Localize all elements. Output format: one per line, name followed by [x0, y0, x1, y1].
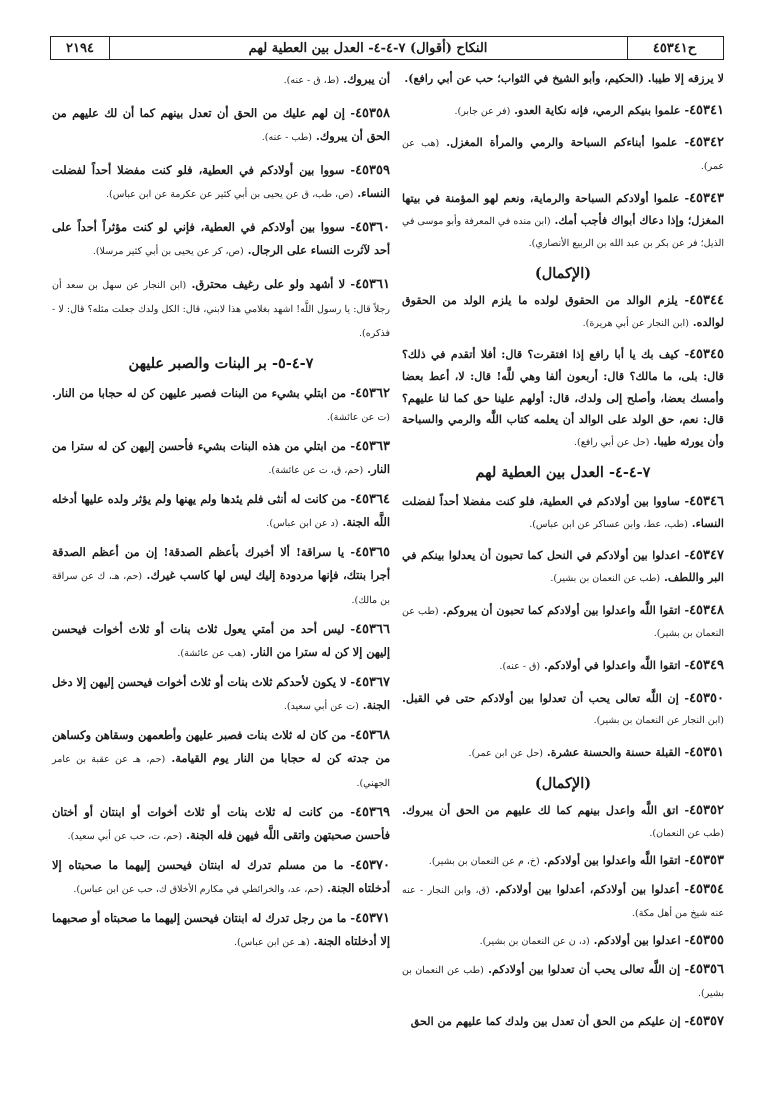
page-header [50, 36, 724, 60]
hadith-entry: ٤٥٣٥٧- إن عليكم من الحق أن تعدل بين ولدك كما عليهم من الحق [410, 1013, 724, 1029]
hadith-entry: ٤٥٣٥١- القبلة حسنة والحسنة عشرة. (حل عن ابن عمر). [468, 745, 724, 761]
hadith-entry: ٤٥٣٥٨- إن لهم عليك من الحق أن تعدل بينهم كما أن لك عليهم من الحق أن يبروك. (طب - عنه). [52, 106, 390, 143]
hadith-text: إن اللَّه تعالى يحب أن تعدلوا بين أولادكم حتى في القبل. [402, 691, 679, 705]
hadith-number: ٤٥٣٦٥ [355, 545, 390, 560]
hadith-number: ٤٥٣٦٧ [355, 675, 391, 690]
hadith-number: ٤٥٣٦١ [355, 277, 390, 292]
hadith-text: من كانت له أنثى فلم يئدها ولم يهنها ولم يؤثر ولده عليها أدخله اللَّه الجنة. [52, 492, 390, 529]
hadith-text: سووا بين أولادكم في العطية، فإني لو كنت مؤثراً أحداً على أحد لآثرت النساء على الرجال. [52, 220, 390, 257]
hadith-source: (طب عن النعمان). [649, 827, 724, 839]
hadith-text: إن لهم عليك من الحق أن تعدل بينهم كما أن لك عليهم من الحق أن يبروك. [52, 106, 390, 143]
hadith-entry: ٤٥٣٧١- ما من رجل تدرك له ابنتان فيحسن إليهما ما صحبتاه أو صحبهما إلا أدخلتاه الجنة. (هـ عن ابن عباس). [52, 911, 390, 948]
hadith-number: ٤٥٣٥٣ [689, 853, 724, 869]
hadith-number: ٤٥٣٥٢ [689, 802, 724, 818]
ikmal-heading: (الإكمال) [534, 264, 592, 282]
hadith-number: ٤٥٣٥٦ [689, 962, 724, 978]
hadith-range-code: ح٤٥٣٤١ [652, 40, 697, 56]
hadith-number: ٤٥٣٤٥ [689, 347, 724, 363]
hadith-source: (ق - عنه). [499, 661, 541, 673]
hadith-text: ما من مسلم تدرك له ابنتان فيحسن إليهما ما صحبتاه إلا أدخلتاه الجنة. [52, 858, 390, 895]
hadith-entry: ٤٥٣٥٠- إن اللَّه تعالى يحب أن تعدلوا بين أولادكم حتى في القبل. (ابن النجار عن النعمان بن بشير). [402, 690, 724, 727]
hadith-number: ٤٥٣٤٤ [689, 292, 724, 308]
hadith-entry: ٤٥٣٦٢- من ابتلي بشيء من البنات فصبر عليهن كن له حجابا من النار. (ت عن عائشة). [52, 386, 390, 423]
hadith-source: (د، ن عن النعمان بن بشير). [479, 936, 590, 948]
hadith-entry: ٤٥٣٥٩- سووا بين أولادكم في العطية، فلو كنت مفضلا أحداً لفضلت النساء. (ص، طب، ق عن يحيى بن أبي كثير عن عكرمة عن ابن عباس). [52, 163, 390, 200]
hadith-entry: ٤٥٣٦٨- من كان له ثلاث بنات فصبر عليهن وأطعمهن وسقاهن وكساهن من جدته كن له حجابا من النار يوم القيامة. (حم، هـ عن عقبة بن عامر الجهني). [52, 728, 391, 789]
hadith-entry: ٤٥٣٤٣- علموا أولادكم السباحة والرماية، ونعم لهو المؤمنة في بيتها المغزل؛ وإذا دعاك أبواك فأجب أمك. (ابن منده في المعرفة وأبو موسى في الذيل؛ فر عن بكر بن عبد الله بن الربيع الأنصاري). [402, 190, 724, 250]
hadith-number: ٤٥٣٤٨ [689, 602, 724, 618]
hadith-entry: ٤٥٣٥٢- اتق اللَّه واعدل بينهم كما لك عليهم من الحق أن يبروك. (طب عن النعمان). [402, 802, 724, 839]
hadith-number: ٤٥٣٤٧ [689, 548, 724, 564]
hadith-text: من ابتلي من هذه البنات بشيء فأحسن إليهن كن له سترا من النار. [52, 439, 390, 476]
section-heading: ٧-٤-٥- بر البنات والصبر عليهن [128, 355, 314, 372]
hadith-text: اعدلوا بين أولادكم في النحل كما تحبون أن يعدلوا بينكم في البر واللطف. [402, 549, 724, 584]
hadith-source: (حل عن أبي رافع). [574, 437, 650, 449]
hadith-number: ٤٥٣٦٠ [355, 220, 391, 235]
hadith-text: يلزم الوالد من الحقوق لولده ما يلزم الولد من الحقوق لوالده. [402, 293, 724, 329]
hadith-text: علموا أولادكم السباحة والرماية، ونعم لهو المؤمنة في بيتها المغزل؛ وإذا دعاك أبواك فأجب أمك. [402, 191, 724, 227]
hadith-text: ساووا بين أولادكم في العطية، فلو كنت مفضلا أحداً لفضلت النساء. [402, 494, 724, 530]
left-column [52, 68, 390, 960]
hadith-entry: ٤٥٣٦٧- لا يكون لأحدكم ثلاث بنات أو ثلاث أخوات فيحسن إليهن إلا دخل الجنة. (ت عن أبي سعيد). [52, 675, 391, 712]
hadith-source: (حم، هـ عن عقبة بن عامر الجهني). [52, 754, 390, 789]
hadith-entry: ٤٥٣٥٣- اتقوا اللَّه واعدلوا بين أولادكم. (خ، م عن النعمان بن بشير). [428, 853, 724, 869]
hadith-source: (ت عن أبي سعيد). [283, 701, 359, 712]
hadith-entry: ٤٥٣٦١- لا أشهد ولو على رغيف محترق. (ابن النجار عن سهل بن سعد أن رجلاً قال: يا رسول اللَّه! اشهد بغلامي هذا لابني، قال: الكل ولدك جعلت مثله؟ قال: لا - فذكره). [52, 277, 390, 339]
hadith-source: (هب عن عائشة). [177, 648, 246, 659]
hadith-source: (ابن منده في المعرفة وأبو موسى في الذيل؛ فر عن بكر بن عبد الله بن الربيع الأنصاري). [402, 215, 724, 250]
hadith-source: (ق، وابن النجار - عنه عنه شيخ من أهل مكة). [402, 884, 724, 919]
hadith-entry: ٤٥٣٤٦- ساووا بين أولادكم في العطية، فلو كنت مفضلا أحداً لفضلت النساء. (طب، عط، وابن عساكر عن ابن عباس). [402, 493, 725, 530]
hadith-text: اتقوا اللَّه واعدلوا في أولادكم. [544, 659, 681, 673]
hadith-entry: ٤٥٣٤٥- كيف بك يا أبا رافع إذا افتقرت؟ قال: أفلا أتقدم في ذلك؟ قال: بلى، ما مالك؟ قال: أربعون ألفا وهي للَّه! قال: لا، أعط بعضا وأمسك بعضا، وأصلح إلى ولدك، قال: أولهم علينا حق كما لنا عليهم؟ قال: نعم، حق الولد على الوالد أن يعلمه كتاب اللَّه والرمي والسباحة وأن يورثه طيبا. (حل عن أبي رافع). [402, 347, 724, 449]
hadith-source: (هـ عن ابن عباس). [233, 937, 310, 948]
hadith-number: ٤٥٣٦٢ [355, 386, 390, 401]
hadith-number: ٤٥٣٦٨ [355, 728, 391, 743]
hadith-text: لا يكون لأحدكم ثلاث بنات أو ثلاث أخوات فيحسن إليهن إلا دخل الجنة. [52, 675, 390, 712]
hadith-text: كيف بك يا أبا رافع إذا افتقرت؟ قال: أفلا أتقدم في ذلك؟ قال: بلى، ما مالك؟ قال: أربعون ألفا وهي للَّه! قال: لا، أعط بعضا وأمسك بعضا، وأصلح إلى ولدك، قال: أولهم علينا حق كما لنا عليهم؟ قال: نعم، حق الولد على الوالد أن يعلمه كتاب اللَّه والرمي والسباحة وأن يورثه طيبا. [402, 348, 724, 449]
hadith-source: (فر عن جابر). [454, 105, 511, 117]
hadith-source: (ط، ق - عنه). [283, 75, 340, 86]
hadith-entry: ٤٥٣٤٤- يلزم الوالد من الحقوق لولده ما يلزم الولد من الحقوق لوالده. (ابن النجار عن أبي هريرة). [402, 292, 724, 329]
hadith-text: إن اللَّه تعالى يحب أن تعدلوا بين أولادكم. [488, 963, 681, 977]
section-heading: ٧-٤-٤- العدل بين العطية لهم [475, 463, 651, 481]
hadith-text: يا سراقة! ألا أخبرك بأعظم الصدقة! إن من أعظم الصدقة أجرا بنتك، فإنها مردودة إليك ليس لها كاسب غيرك. [52, 545, 390, 582]
continued-text [52, 68, 390, 92]
hadith-number: ٤٥٣٦٩ [355, 805, 390, 820]
continued-text [402, 68, 724, 90]
hadith-text: اتقوا اللَّه واعدلوا بين أولادكم. [543, 854, 681, 868]
hadith-source: (طب عن النعمان بن بشير). [402, 965, 724, 999]
hadith-source: (حم، ق، ت عن عائشة). [268, 465, 364, 476]
hadith-entry: ٤٥٣٥٦- إن اللَّه تعالى يحب أن تعدلوا بين أولادكم. (طب عن النعمان بن بشير). [402, 962, 724, 999]
hadith-text: من كانت له ثلاث بنات أو ثلاث أخوات أو ابنتان أو أختان فأحسن صحبتهن واتقى اللَّه فيهن فله الجنة. [52, 805, 390, 842]
hadith-text: من كان له ثلاث بنات فصبر عليهن وأطعمهن وسقاهن وكساهن من جدته كن له حجابا من النار يوم القيامة. [52, 728, 390, 765]
hadith-number: ٤٥٣٤١ [689, 102, 724, 118]
hadith-number: ٤٥٣٤٣ [689, 190, 724, 206]
hadith-text: اتقوا اللَّه واعدلوا بين أولادكم كما تحبون أن يبروكم. [442, 603, 681, 617]
hadith-number: ٤٥٣٥٨ [355, 106, 390, 121]
hadith-number: ٤٥٣٤٩ [689, 658, 724, 674]
hadith-text: اعدلوا بين أولادكم. [593, 934, 681, 948]
continuation-line: أن يبروك. [343, 72, 390, 86]
hadith-text: سووا بين أولادكم في العطية، فلو كنت مفضلا أحداً لفضلت النساء. [52, 163, 390, 200]
hadith-entry: ٤٥٣٦٣- من ابتلي من هذه البنات بشيء فأحسن إليهن كن له سترا من النار. (حم، ق، ت عن عائشة). [52, 439, 390, 476]
hadith-text: ليس أحد من أمتي يعول ثلاث بنات أو ثلاث أخوات فيحسن إليهن إلا كن له سترا من النار. [52, 622, 390, 659]
continuation-line: لا يرزقه إلا طيبا. (الحكيم، وأبو الشيخ في الثواب؛ حب عن أبي رافع). [404, 72, 724, 85]
hadith-source: (د عن ابن عباس). [266, 518, 339, 529]
hadith-entry: ٤٥٣٥٥- اعدلوا بين أولادكم. (د، ن عن النعمان بن بشير). [479, 933, 724, 949]
hadith-number: ٤٥٣٥١ [689, 745, 724, 761]
hadith-text: من ابتلي بشيء من البنات فصبر عليهن كن له حجابا من النار. [52, 386, 346, 400]
hadith-text: إن عليكم من الحق أن تعدل بين ولدك كما عليهم من الحق [410, 1014, 681, 1028]
hadith-text: أعدلوا بين أولادكم، أعدلوا بين أولادكم. [494, 882, 680, 896]
hadith-text: اتق اللَّه واعدل بينهم كما لك عليهم من الحق أن يبروك. [402, 803, 679, 817]
hadith-source: (خ، م عن النعمان بن بشير). [428, 856, 540, 868]
hadith-number: ٤٥٣٦٦ [355, 622, 390, 637]
hadith-source: (ص، كر عن يحيى بن أبي كثير مرسلا). [92, 246, 244, 257]
hadith-source: (ص، طب، ق عن يحيى بن أبي كثير عن عكرمة عن ابن عباس). [106, 189, 354, 200]
hadith-source: (حم، هـ، ك عن سراقة بن مالك). [52, 571, 390, 606]
hadith-entry: ٤٥٣٤٢- علموا أبناءكم السباحة والرمي والمرأة المغزل. (هب عن عمر). [402, 135, 724, 173]
hadith-text: ما من رجل تدرك له ابنتان فيحسن إليهما ما صحبتاه أو صحبهما إلا أدخلتاه الجنة. [52, 911, 390, 948]
hadith-source: (طب - عنه). [261, 132, 312, 143]
hadith-number: ٤٥٣٤٦ [689, 493, 725, 509]
hadith-entry: ٤٥٣٦٠- سووا بين أولادكم في العطية، فإني لو كنت مؤثراً أحداً على أحد لآثرت النساء على الرجال. (ص، كر عن يحيى بن أبي كثير مرسلا). [52, 220, 391, 257]
hadith-number: ٤٥٣٥٠ [689, 690, 724, 706]
hadith-text: لا أشهد ولو على رغيف محترق. [191, 277, 346, 291]
hadith-entry: ٤٥٣٤٩- اتقوا اللَّه واعدلوا في أولادكم. (ق - عنه). [499, 658, 724, 674]
hadith-source: (طب عن النعمان بن بشير). [402, 605, 724, 640]
hadith-source: (ابن النجار عن أبي هريرة). [582, 317, 689, 329]
hadith-source: (طب عن النعمان بن بشير). [550, 572, 661, 584]
hadith-source: (هب عن عمر). [402, 138, 724, 173]
right-column [402, 68, 724, 1039]
hadith-source: (حل عن ابن عمر). [468, 748, 543, 760]
hadith-entry: ٤٥٣٥٤- أعدلوا بين أولادكم، أعدلوا بين أولادكم. (ق، وابن النجار - عنه عنه شيخ من أهل مكة). [402, 881, 724, 919]
hadith-number: ٤٥٣٥٩ [355, 163, 390, 178]
hadith-number: ٤٥٣٧٠ [355, 858, 391, 873]
hadith-entry: ٤٥٣٤٧- اعدلوا بين أولادكم في النحل كما تحبون أن يعدلوا بينكم في البر واللطف. (طب عن النعمان بن بشير). [402, 548, 724, 584]
page-number: ٢١٩٤ [66, 40, 94, 56]
hadith-entry: ٤٥٣٦٦- ليس أحد من أمتي يعول ثلاث بنات أو ثلاث أخوات فيحسن إليهن إلا كن له سترا من النار. (هب عن عائشة). [52, 622, 390, 659]
hadith-source: (حم، ت، حب عن أبي سعيد). [67, 831, 183, 842]
hadith-number: ٤٥٣٤٢ [689, 135, 724, 151]
hadith-text: علموا أبناءكم السباحة والرمي والمرأة المغزل. [446, 136, 678, 150]
hadith-number: ٤٥٣٦٣ [355, 439, 390, 454]
hadith-number: ٤٥٣٦٤ [355, 492, 390, 507]
running-title: النكاح (أقوال) ٧-٤-٤- العدل بين العطية لهم [248, 40, 488, 56]
hadith-number: ٤٥٣٥٥ [689, 933, 724, 949]
hadith-entry: ٤٥٣٤١- علموا بنيكم الرمي، فإنه نكاية العدو. (فر عن جابر). [454, 102, 724, 118]
hadith-entry: ٤٥٣٧٠- ما من مسلم تدرك له ابنتان فيحسن إليهما ما صحبتاه إلا أدخلتاه الجنة. (حم، عد، والخرائطي في مكارم الأخلاق ك، حب عن ابن عباس). [52, 858, 391, 895]
hadith-text: علموا بنيكم الرمي، فإنه نكاية العدو. [514, 103, 681, 117]
hadith-number: ٤٥٣٥٧ [689, 1013, 724, 1029]
ikmal-heading: (الإكمال) [534, 774, 592, 792]
hadith-entry: ٤٥٣٦٥- يا سراقة! ألا أخبرك بأعظم الصدقة! إن من أعظم الصدقة أجرا بنتك، فإنها مردودة إليك ليس لها كاسب غيرك. (حم، هـ، ك عن سراقة بن مالك). [52, 545, 390, 606]
hadith-source: (ت عن عائشة). [326, 412, 390, 423]
hadith-source: (حم، عد، والخرائطي في مكارم الأخلاق ك، حب عن ابن عباس). [73, 884, 324, 895]
hadith-number: ٤٥٣٧١ [355, 911, 390, 926]
hadith-entry: ٤٥٣٦٤- من كانت له أنثى فلم يئدها ولم يهنها ولم يؤثر ولده عليها أدخله اللَّه الجنة. (د عن ابن عباس). [52, 492, 390, 529]
hadith-entry: ٤٥٣٤٨- اتقوا اللَّه واعدلوا بين أولادكم كما تحبون أن يبروكم. (طب عن النعمان بن بشير). [402, 602, 724, 640]
hadith-source: (طب، عط، وابن عساكر عن ابن عباس). [529, 518, 688, 530]
hadith-number: ٤٥٣٥٤ [689, 881, 724, 897]
hadith-text: القبلة حسنة والحسنة عشرة. [546, 746, 681, 760]
hadith-source: (ابن النجار عن سهل بن سعد أن رجلاً قال: يا رسول اللَّه! اشهد بغلامي هذا لابني، قال: الكل ولدك جعلت مثله؟ قال: لا - فذكره). [52, 280, 390, 339]
hadith-entry: ٤٥٣٦٩- من كانت له ثلاث بنات أو ثلاث أخوات أو ابنتان أو أختان فأحسن صحبتهن واتقى اللَّه فيهن فله الجنة. (حم، ت، حب عن أبي سعيد). [52, 805, 390, 842]
hadith-source: (ابن النجار عن النعمان بن بشير). [593, 715, 724, 727]
